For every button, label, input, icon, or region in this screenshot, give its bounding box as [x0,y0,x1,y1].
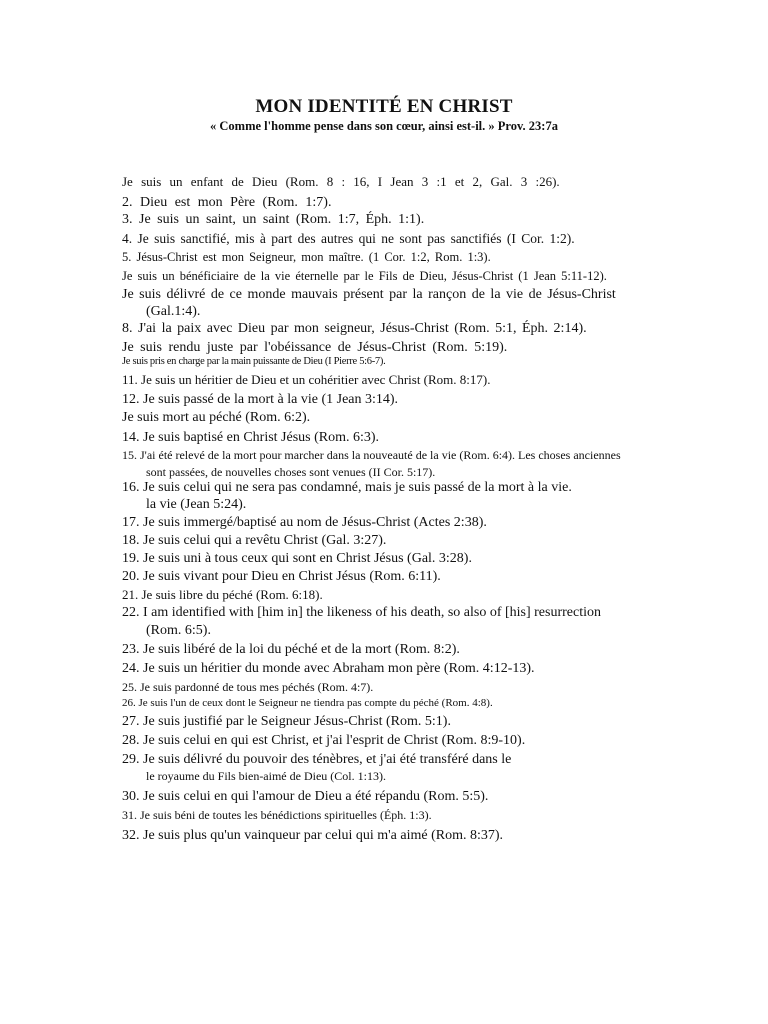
list-item [122,287,760,321]
list-item [122,269,760,287]
list-item [122,828,760,847]
item-text: Je suis un bénéficiaire de la vie éternelle par le Fils de Dieu, Jésus-Christ (1 Jean 5:11-12). [122,269,607,283]
item-text: 12. Je suis passé de la mort à la vie (1 Jean 3:14). [122,392,399,407]
item-text: 14. Je suis baptisé en Christ Jésus (Rom. 6:3). [122,430,380,445]
list-item [122,733,760,752]
item-text: 17. Je suis immergé/baptisé au nom de Jésus-Christ (Actes 2:38). [122,515,487,530]
list-item [122,714,760,733]
item-text: 20. Je suis vivant pour Dieu en Christ Jésus (Rom. 6:11). [122,569,441,584]
list-item [122,195,760,212]
list-item [122,515,760,533]
list-item [122,480,760,515]
item-text: 27. Je suis justifié par le Seigneur Jésus-Christ (Rom. 5:1). [122,714,451,729]
item-text: 5. Jésus-Christ est mon Seigneur, mon maître. (1 Cor. 1:2, Rom. 1:3). [122,250,491,264]
list-item [122,448,760,480]
page-title: MON IDENTITÉ EN CHRIST [255,96,513,117]
item-continuation: sont passées, de nouvelles choses sont venues (II Cor. 5:17). [146,465,436,479]
identity-list [122,174,760,847]
list-item [122,250,760,269]
item-text: 25. Je suis pardonné de tous mes péchés (Rom. 4:7). [122,680,374,694]
item-text: 23. Je suis libéré de la loi du péché et de la mort (Rom. 8:2). [122,642,460,657]
list-item [122,174,760,195]
list-item [122,410,760,430]
list-item [122,231,760,250]
item-text: 26. Je suis l'un de ceux dont le Seigneur ne tiendra pas compte du péché (Rom. 4:8). [122,697,493,709]
item-text: Je suis un enfant de Dieu (Rom. 8 : 16, I Jean 3 :1 et 2, Gal. 3 :26). [122,174,560,189]
list-item [122,356,760,372]
item-text: 21. Je suis libre du péché (Rom. 6:18). [122,587,323,602]
item-text: 24. Je suis un héritier du monde avec Abraham mon père (Rom. 4:12-13). [122,661,535,676]
item-text: 15. J'ai été relevé de la mort pour marcher dans la nouveauté de la vie (Rom. 6:4). Les choses anciennes [122,448,621,462]
item-continuation: le royaume du Fils bien-aimé de Dieu (Col. 1:13). [146,769,386,783]
item-text: 16. Je suis celui qui ne sera pas condamné, mais je suis passé de la mort à la vie. [122,480,572,495]
list-item [122,430,760,448]
item-text: Je suis rendu juste par l'obéissance de Jésus-Christ (Rom. 5:19). [122,340,508,355]
list-item [122,808,760,828]
item-text: 32. Je suis plus qu'un vainqueur par celui qui m'a aimé (Rom. 8:37). [122,828,504,843]
list-item [122,642,760,661]
item-text: Je suis mort au péché (Rom. 6:2). [122,410,311,425]
list-item [122,372,760,392]
item-text: Je suis délivré de ce monde mauvais présent par la rançon de la vie de Jésus-Christ [122,287,616,302]
item-text: 11. Je suis un héritier de Dieu et un cohéritier avec Christ (Rom. 8:17). [122,372,491,387]
list-item [122,587,760,605]
item-text: 31. Je suis béni de toutes les bénédictions spirituelles (Éph. 1:3). [122,808,432,822]
page-subtitle: « Comme l'homme pense dans son cœur, ainsi est-il. » Prov. 23:7a [210,119,558,133]
item-text: 29. Je suis délivré du pouvoir des ténèbres, et j'ai été transféré dans le [122,752,512,767]
list-item [122,212,760,231]
list-item [122,533,760,551]
list-item [122,697,760,714]
list-item [122,605,760,642]
item-continuation: (Gal.1:4). [146,304,201,319]
list-item [122,680,760,697]
item-text: 8. J'ai la paix avec Dieu par mon seigneur, Jésus-Christ (Rom. 5:1, Éph. 2:14). [122,321,587,336]
item-text: 22. I am identified with [him in] the likeness of his death, so also of [his] resurrection [122,605,602,620]
list-item [122,551,760,569]
list-item [122,340,760,356]
item-text: 3. Je suis un saint, un saint (Rom. 1:7, Éph. 1:1). [122,212,425,227]
list-item [122,789,760,808]
item-text: 2. Dieu est mon Père (Rom. 1:7). [122,195,332,210]
item-text: 18. Je suis celui qui a revêtu Christ (Gal. 3:27). [122,533,387,548]
item-continuation: la vie (Jean 5:24). [146,497,247,512]
item-continuation: (Rom. 6:5). [146,623,211,638]
list-item [122,321,760,340]
item-text: 4. Je suis sanctifié, mis à part des autres qui ne sont pas sanctifiés (I Cor. 1:2). [122,231,575,246]
item-text: Je suis pris en charge par la main puissante de Dieu (I Pierre 5:6-7). [122,356,386,367]
list-item [122,569,760,587]
list-item [122,752,760,789]
list-item [122,392,760,410]
list-item [122,661,760,680]
item-text: 30. Je suis celui en qui l'amour de Dieu a été répandu (Rom. 5:5). [122,789,489,804]
item-text: 28. Je suis celui en qui est Christ, et j'ai l'esprit de Christ (Rom. 8:9-10). [122,733,526,748]
item-text: 19. Je suis uni à tous ceux qui sont en Christ Jésus (Gal. 3:28). [122,551,472,566]
